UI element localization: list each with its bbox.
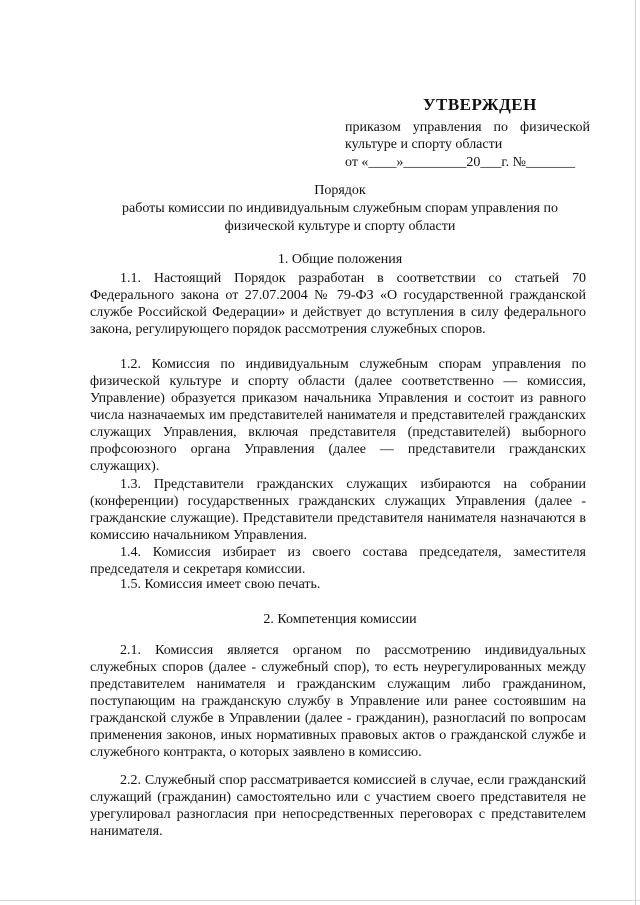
approval-line-2: культуре и спорту области [345, 137, 503, 152]
approval-line-1: приказом управления по физической [345, 119, 590, 135]
document-title [90, 182, 590, 236]
paragraph-1-4: 1.4. Комиссия избирает из своего состава председателя, заместителя председателя и секретаря комиссии. [90, 545, 586, 577]
paragraph-1-3: 1.3. Представители гражданских служащих избираются на собрании (конференции) государственных гражданских служащих Управления (далее - гражданские служащие). Представители представителя нанимателя назначаются в комиссию начальником Управления. [90, 477, 586, 543]
document-title-line-3: физической культуре и спорту области [224, 219, 456, 234]
approval-line-3: от «____»_________20___г. №_______ [345, 154, 575, 170]
paragraph-1-1: 1.1. Настоящий Порядок разработан в соответствии со статьей 70 Федерального закона от 27.07.2004 № 79-ФЗ «О государственной гражданской службе Российской Федерации» и действует до вступления в силу федерального закона, регулирующего порядок рассмотрения служебных споров. [90, 271, 586, 337]
section-1-heading: 1. Общие положения [277, 252, 403, 267]
document-title-line-1: Порядок [314, 183, 366, 198]
scan-edge-line [635, 0, 636, 905]
paragraph-2-2: 2.2. Служебный спор рассматривается комиссией в случае, если гражданский служащий (гражданин) самостоятельно или с участием своего представителя не урегулировал разногласия при непосредственных переговорах с представителем нанимателя. [90, 773, 586, 839]
paragraph-1-5: 1.5. Комиссия имеет свою печать. [120, 577, 321, 592]
scan-bottom-line [0, 900, 640, 901]
paragraph-1-2: 1.2. Комиссия по индивидуальным служебным спорам управления по физической культуре и спорту области (далее соответственно — комиссия, Управление) образуется приказом начальника Управления и состоит из равного числа назначаемых им представителей нанимателя и представителей гражданских служащих Управления, включая представителя (представителей) выборного профсоюзного органа Управления (далее — представители гражданских служащих). [90, 357, 586, 474]
approval-title: УТВЕРЖДЕН [423, 95, 537, 114]
approval-block [345, 96, 590, 171]
document-title-line-2: работы комиссии по индивидуальным служебным спорам управления по [122, 201, 558, 216]
section-2-heading: 2. Компетенция комиссии [263, 612, 417, 627]
paragraph-2-1: 2.1. Комиссия является органом по рассмотрению индивидуальных служебных споров (далее - служебный спор), то есть неурегулированных между представителем нанимателя и гражданским служащим либо гражданином, поступающим на гражданскую службу в Управление или ранее состоявшим на гражданской службе в Управлении (далее - гражданин), разногласий по вопросам применения законов, иных нормативных правовых актов о гражданской службе и служебного контракта, о которых заявлено в комиссию. [90, 643, 586, 760]
